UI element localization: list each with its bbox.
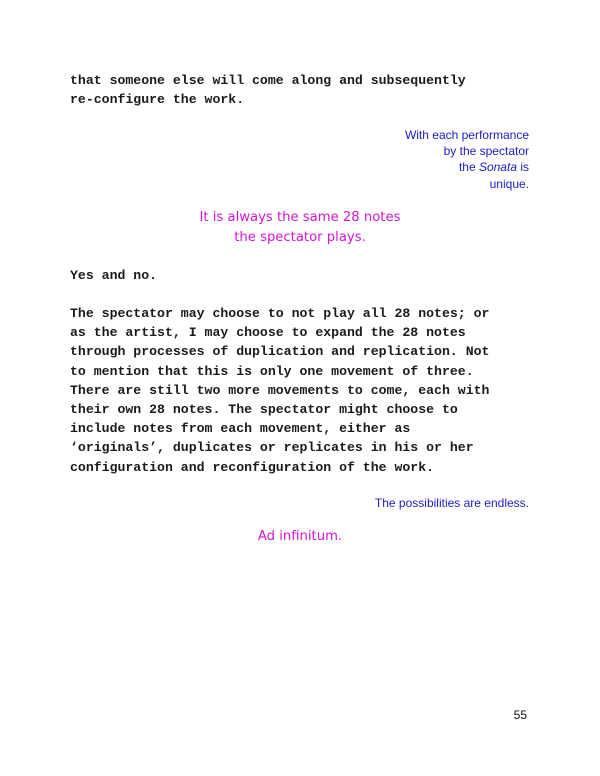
callout-line: It is always the same 28 notes [199,210,401,225]
margin-note-possibilities [375,495,529,511]
body-line: configuration and reconfiguration of the work. [70,459,435,475]
body-line: as the artist, I may choose to expand the 28 notes [70,325,466,341]
answer-text: Yes and no. [70,268,158,283]
intro-paragraph [70,71,540,109]
note-line: unique. [489,176,529,191]
callout-line: the spectator plays. [234,230,366,245]
body-line: There are still two more movements to come, each with [70,382,490,398]
callout-same-notes [0,208,600,248]
body-line: to mention that this is only one movement of three. [70,363,474,379]
note-line: The possibilities are endless. [374,496,529,510]
note-line: the Sonata is [458,160,529,175]
answer-paragraph [70,266,540,285]
body-line: their own 28 notes. The spectator might choose to [70,402,458,418]
page-number: 55 [513,708,527,722]
intro-line: that someone else will come along and subsequently [70,73,466,88]
note-line: With each performance [404,128,529,142]
callout-ad-infinitum [0,527,600,547]
margin-note-performance [405,127,529,192]
sonata-title: Sonata [478,160,517,175]
note-line: by the spectator [443,144,529,159]
callout-line: Ad infinitum. [257,529,343,544]
body-line: include notes from each movement, either as [70,421,411,437]
body-line: ‘originals’, duplicates or replicates in his or her [70,440,474,456]
body-paragraph [70,304,540,477]
intro-line: re-configure the work. [70,92,245,108]
body-line: The spectator may choose to not play all 28 notes; or [70,306,490,321]
body-line: through processes of duplication and replication. Not [70,344,490,360]
